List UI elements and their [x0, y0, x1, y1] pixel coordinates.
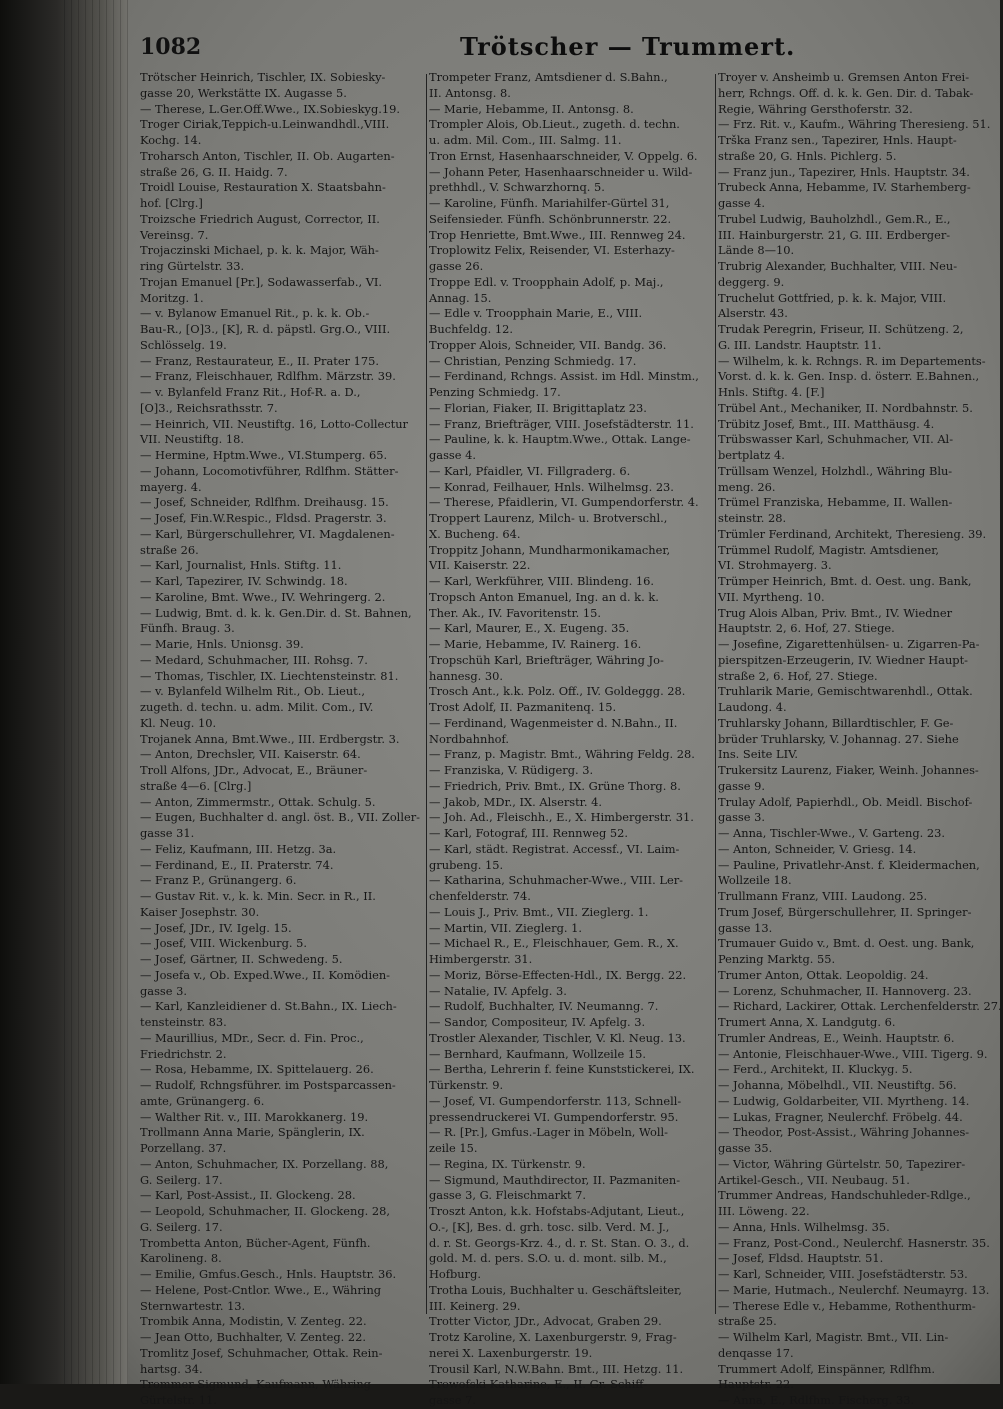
- entry-line: Ther. Ak., IV. Favoritenstr. 15.: [429, 605, 602, 620]
- entry-line: — Theodor, Post-Assist., Währing Johannes-: [718, 1125, 970, 1140]
- entry-line: Trümel Franziska, Hebamme, II. Wallen-: [718, 495, 953, 510]
- entry-line: Fünfh. Braug. 3.: [140, 621, 235, 636]
- entry-line: — v. Bylanow Emanuel Rit., p. k. k. Ob.-: [140, 306, 370, 321]
- entry-line: Trumauer Guido v., Bmt. d. Oest. ung. Bank,: [718, 936, 975, 951]
- entry-line: Trommer Sigmund, Kaufmann, Währing: [140, 1377, 371, 1392]
- entry-line: — Karl, Werkführer, VIII. Blindeng. 16.: [429, 574, 654, 588]
- entry-line: Trosch Ant., k.k. Polz. Off., IV. Goldeggg. 28.: [429, 684, 686, 699]
- entry-line: — Karl, städt. Registrat. Accessf., VI. Laim-: [429, 841, 680, 856]
- entry-line: Trukersitz Laurenz, Fiaker, Weinh. Johannes-: [718, 763, 979, 777]
- entry-line: Artikel-Gesch., VII. Neubaug. 51.: [718, 1172, 910, 1187]
- entry-line: chenfelderstr. 74.: [429, 889, 531, 903]
- entry-line: hannesg. 30.: [429, 668, 504, 683]
- entry-line: — Therese, Pfaidlerin, VI. Gumpendorferstr. 4.: [429, 495, 699, 510]
- entry-line: VI. Strohmayerg. 3.: [718, 558, 832, 573]
- entry-line: Trowofski Katharine, E., II. Gr. Schiff-: [429, 1377, 647, 1392]
- entry-line: II. Antonsg. 8.: [429, 85, 511, 100]
- entry-line: — Karl, Kanzleidiener d. St.Bahn., IX. Liech-: [140, 999, 397, 1014]
- page-number: 1082: [140, 34, 202, 60]
- entry-line: — Antonie, Fleischhauer-Wwe., VIII. Tigerg. 9.: [718, 1046, 988, 1061]
- entry-line: — Jakob, MDr., IX. Alserstr. 4.: [429, 794, 602, 809]
- entry-line: Penzing Marktg. 55.: [718, 952, 836, 966]
- entry-line: — Sigmund, Mauthdirector, II. Pazmaniten-: [429, 1172, 681, 1187]
- entry-line: — Hermine, Hptm.Wwe., VI.Stumperg. 65.: [140, 448, 388, 462]
- entry-line: gasse 31.: [140, 826, 195, 840]
- entry-line: — Franziska, V. Rüdigerg. 3.: [429, 763, 594, 777]
- entry-line: — Franz jun., Tapezirer, Hnls. Hauptstr. 34.: [718, 164, 970, 179]
- entry-line: — Eugen, Buchhalter d. angl. öst. B., VII. Zoller-: [140, 810, 420, 825]
- entry-line: — Richard, Lackirer, Ottak. Lerchenfelderstr. 27.: [718, 999, 1002, 1014]
- entry-line: — v. Bylanfeld Franz Rit., Hof-R. a. D.,: [140, 385, 361, 399]
- entry-line: hof. [Clrg.]: [140, 196, 203, 210]
- entry-line: Bau-R., [O]3., [K], R. d. päpstl. Grg.O., VIII.: [140, 322, 391, 336]
- entry-line: Penzing Schmiedg. 17.: [429, 385, 561, 399]
- entry-line: Friedrichstr. 2.: [140, 1046, 227, 1061]
- entry-line: Trubeck Anna, Hebamme, IV. Starhemberg-: [718, 180, 971, 195]
- entry-line: — Johann Peter, Hasenhaarschneider u. Wild-: [429, 164, 693, 179]
- entry-line: Trubel Ludwig, Bauholzhdl., Gem.R., E.,: [718, 211, 951, 226]
- entry-line: — Karoline, Bmt. Wwe., IV. Wehringerg. 2.: [140, 589, 386, 604]
- entry-line: gasse 35.: [718, 1141, 773, 1155]
- entry-line: Trubrig Alexander, Buchhalter, VIII. Neu-: [718, 259, 958, 273]
- entry-line: — Natalie, IV. Apfelg. 3.: [429, 983, 567, 998]
- entry-line: Trummer Andreas, Handschuhleder-Rdlge.,: [718, 1188, 971, 1203]
- entry-line: Trompler Alois, Ob.Lieut., zugeth. d. techn.: [429, 117, 680, 132]
- column-divider-2: [715, 74, 716, 1314]
- entry-line: Trompeter Franz, Amtsdiener d. S.Bahn.,: [429, 70, 668, 84]
- entry-line: gasse 9.: [718, 778, 766, 793]
- entry-line: nerei X. Laxenburgerstr. 19.: [429, 1345, 593, 1360]
- entry-line: Hofburg.: [429, 1267, 481, 1281]
- entry-line: Troizsche Friedrich August, Corrector, II.: [140, 211, 380, 226]
- entry-line: Tropsch Anton Emanuel, Ing. an d. k. k.: [429, 589, 659, 604]
- entry-line: Ins. Seite LIV.: [718, 747, 798, 762]
- entry-line: Troppert Laurenz, Milch- u. Brotverschl.,: [429, 511, 668, 525]
- column-divider-1: [426, 74, 427, 1314]
- entry-line: — Johann, Locomotivführer, Rdlfhm. Stätter-: [140, 463, 399, 478]
- entry-line: — Ludwig, Bmt. d. k. k. Gen.Dir. d. St. Bahnen,: [140, 605, 412, 620]
- entry-line: — Feliz, Kaufmann, III. Hetzg. 3a.: [140, 841, 337, 856]
- entry-line: Alserstr. 43.: [718, 306, 788, 321]
- entry-line: u. adm. Mil. Com., III. Salmg. 11.: [429, 133, 622, 147]
- entry-line: — Franz, Briefträger, VIII. Josefstädterstr. 11.: [429, 416, 694, 431]
- entry-line: Trullmann Franz, VIII. Laudong. 25.: [718, 889, 928, 903]
- entry-line: — Emilie, Gmfus.Gesch., Hnls. Hauptstr. 36.: [140, 1267, 397, 1281]
- entry-line: III. Löweng. 22.: [718, 1204, 810, 1218]
- entry-line: herr, Rchngs. Off. d. k. k. Gen. Dir. d. Tabak-: [718, 85, 974, 100]
- column-1: [140, 70, 425, 1407]
- entry-line: gasse 13.: [718, 920, 773, 935]
- entry-line: steinstr. 28.: [718, 511, 787, 525]
- entry-line: — Ferdinand, Rchngs. Assist. im Hdl. Minstm.,: [429, 369, 699, 384]
- entry-line: — Friedrich, Priv. Bmt., IX. Grüne Thorg. 8.: [429, 778, 681, 793]
- entry-line: gasse 4.: [429, 448, 477, 462]
- entry-line: Trümmel Rudolf, Magistr. Amtsdiener,: [718, 542, 940, 557]
- entry-line: Trudak Peregrin, Friseur, II. Schützeng. 2,: [718, 322, 964, 336]
- entry-line: gasse 7.: [429, 1393, 477, 1407]
- entry-line: hartsg. 34.: [140, 1361, 203, 1376]
- entry-line: straße 26.: [140, 542, 199, 557]
- entry-line: prethhdl., V. Schwarzhornq. 5.: [429, 180, 605, 195]
- entry-line: — Ferdinand, E., II. Praterstr. 74.: [140, 857, 334, 872]
- entry-line: — Karl, Tapezirer, IV. Schwindg. 18.: [140, 574, 348, 588]
- entry-line: Laudong. 4.: [718, 700, 787, 714]
- entry-line: Troger Ciriak,Teppich-u.Leinwandhdl.,VIII.: [140, 117, 390, 132]
- entry-line: Troidl Louise, Restauration X. Staatsbahn-: [140, 180, 386, 195]
- entry-line: Truhlarik Marie, Gemischtwarenhdl., Ottak.: [718, 684, 973, 699]
- entry-line: gasse 4.: [718, 196, 766, 210]
- entry-line: — Rudolf, Rchngsführer. im Postsparcassen-: [140, 1078, 396, 1092]
- entry-line: pierspitzen-Erzeugerin, IV. Wiedner Haupt-: [718, 652, 969, 667]
- entry-line: straße 20, G. Hnls. Pichlerg. 5.: [718, 148, 897, 163]
- entry-line: — Michael R., E., Fleischhauer, Gem. R., X.: [429, 936, 679, 951]
- entry-line: Kochg. 14.: [140, 133, 202, 147]
- entry-line: Tromlitz Josef, Schuhmacher, Ottak. Rein-: [140, 1345, 383, 1360]
- entry-line: VII. Neustiftg. 18.: [140, 432, 245, 447]
- entry-line: — Wilhelm Karl, Magistr. Bmt., VII. Lin-: [718, 1330, 949, 1344]
- entry-line: — Florian, Fiaker, II. Brigittaplatz 23.: [429, 400, 647, 415]
- entry-line: tensteinstr. 83.: [140, 1015, 227, 1029]
- entry-line: Trötscher Heinrich, Tischler, IX. Sobiesky-: [140, 70, 386, 84]
- entry-line: Seifensieder. Fünfh. Schönbrunnerstr. 22.: [429, 211, 672, 226]
- page-header: [140, 30, 980, 70]
- entry-line: zeile 15.: [429, 1141, 478, 1155]
- entry-line: — Anna, Hnls. Wilhelmsg. 35.: [718, 1219, 890, 1234]
- entry-line: Trumer Anton, Ottak. Leopoldig. 24.: [718, 967, 929, 982]
- entry-line: Trummert Adolf, Einspänner, Rdlfhm.: [718, 1361, 935, 1376]
- entry-line: gasse 26.: [429, 259, 484, 273]
- entry-line: — Thomas, Tischler, IX. Liechtensteinstr. 81.: [140, 668, 399, 683]
- entry-line: Troharsch Anton, Tischler, II. Ob. Augarten-: [140, 148, 395, 163]
- entry-line: — Walther Rit. v., III. Marokkanerg. 19.: [140, 1109, 369, 1124]
- entry-line: straße 4—6. [Clrg.]: [140, 778, 252, 793]
- entry-line: Troyer v. Ansheimb u. Gremsen Anton Frei-: [718, 70, 970, 84]
- entry-line: gasse 3, G. Fleischmarkt 7.: [429, 1188, 587, 1203]
- entry-line: Trombetta Anton, Bücher-Agent, Fünfh.: [140, 1235, 371, 1250]
- entry-line: pressendruckerei VI. Gumpendorferstr. 95.: [429, 1109, 679, 1124]
- entry-line: — Anna, E., Rdlfhm. Fischerg. 33.: [718, 1393, 915, 1407]
- entry-line: straße 25.: [718, 1314, 777, 1329]
- entry-line: Trüllsam Wenzel, Holzhdl., Währing Blu-: [718, 463, 953, 478]
- entry-line: — Moriz, Börse-Effecten-Hdl., IX. Bergg. 22.: [429, 967, 687, 982]
- entry-line: Trümper Heinrich, Bmt. d. Oest. ung. Bank,: [718, 574, 972, 588]
- entry-line: bertplatz 4.: [718, 448, 785, 462]
- entry-line: — Marie, Hebamme, IV. Rainerg. 16.: [429, 637, 642, 651]
- entry-line: — Anton, Drechsler, VII. Kaiserstr. 64.: [140, 747, 361, 762]
- entry-line: Regie, Währing Gersthoferstr. 32.: [718, 101, 913, 116]
- page-edges: [58, 0, 128, 1384]
- entry-line: Troppe Edl. v. Troopphain Adolf, p. Maj.,: [429, 274, 664, 289]
- entry-line: denqasse 17.: [718, 1345, 794, 1360]
- entry-line: Trotha Louis, Buchhalter u. Geschäftsleiter,: [429, 1282, 682, 1297]
- entry-line: Trübswasser Karl, Schuhmacher, VII. Al-: [718, 432, 954, 447]
- entry-line: Trška Franz sen., Tapezirer, Hnls. Haupt-: [718, 133, 957, 147]
- entry-line: — Anton, Schneider, V. Griesg. 14.: [718, 841, 917, 856]
- entry-line: Wollzeile 18.: [718, 873, 792, 888]
- entry-line: — R. [Pr.], Gmfus.-Lager in Möbeln, Woll-: [429, 1125, 668, 1140]
- entry-line: — Therese, L.Ger.Off.Wwe., IX.Sobieskyg.19.: [140, 101, 401, 116]
- entry-line: — Victor, Währing Gürtelstr. 50, Tapezirer-: [718, 1156, 966, 1171]
- entry-line: — Rudolf, Buchhalter, IV. Neumanng. 7.: [429, 999, 659, 1014]
- entry-line: — Wilhelm, k. k. Rchngs. R. im Departements-: [718, 353, 986, 368]
- entry-line: Nordbahnhof.: [429, 731, 509, 746]
- entry-line: Trojanek Anna, Bmt.Wwe., III. Erdbergstr. 3.: [140, 731, 400, 746]
- entry-line: Truhlarsky Johann, Billardtischler, F. Ge-: [718, 715, 954, 730]
- entry-line: deggerg. 9.: [718, 274, 785, 289]
- entry-line: Trousil Karl, N.W.Bahn. Bmt., III. Hetzg. 11.: [429, 1361, 684, 1376]
- entry-line: — Pauline, Privatlehr-Anst. f. Kleidermachen,: [718, 857, 980, 872]
- entry-line: — Jean Otto, Buchhalter, V. Zenteg. 22.: [140, 1330, 367, 1344]
- entry-line: Trulay Adolf, Papierhdl., Ob. Meidl. Bischof-: [718, 794, 973, 809]
- entry-line: gasse 3.: [140, 983, 188, 998]
- entry-line: — Karl, Maurer, E., X. Eugeng. 35.: [429, 621, 630, 636]
- entry-line: X. Bucheng. 64.: [429, 526, 521, 541]
- entry-line: — Marie, Hutmach., Neulerchf. Neumayrg. 13.: [718, 1282, 990, 1297]
- entry-line: Trumert Anna, X. Landgutg. 6.: [718, 1015, 896, 1029]
- entry-line: G. Seilerg. 17.: [140, 1172, 223, 1187]
- entry-line: Vorst. d. k. k. Gen. Insp. d. österr. E.Bahnen.,: [718, 369, 980, 384]
- entry-line: straße 26, G. II. Haidg. 7.: [140, 164, 288, 179]
- entry-line: — Karl, Journalist, Hnls. Stiftg. 11.: [140, 558, 342, 573]
- entry-line: — Franz, Restaurateur, E., II. Prater 175.: [140, 353, 379, 368]
- entry-line: — Martin, VII. Zieglerg. 1.: [429, 920, 582, 935]
- entry-line: Trotz Karoline, X. Laxenburgerstr. 9, Frag-: [429, 1330, 677, 1344]
- entry-line: — Konrad, Feilhauer, Hnls. Wilhelmsg. 23.: [429, 479, 674, 494]
- entry-line: Trümler Ferdinand, Architekt, Theresieng. 39.: [718, 526, 987, 541]
- entry-line: Türkenstr. 9.: [429, 1078, 504, 1092]
- entry-line: Trostler Alexander, Tischler, V. Kl. Neug. 13.: [429, 1030, 686, 1045]
- entry-line: G. III. Landstr. Hauptstr. 11.: [718, 337, 882, 352]
- entry-line: Trojan Emanuel [Pr.], Sodawasserfab., VI.: [140, 274, 383, 289]
- entry-line: amte, Grünangerg. 6.: [140, 1093, 265, 1108]
- entry-line: Buchfeldg. 12.: [429, 322, 513, 336]
- entry-line: — Karl, Post-Assist., II. Glockeng. 28.: [140, 1188, 356, 1203]
- entry-line: — Ferdinand, Wagenmeister d. N.Bahn., II.: [429, 715, 678, 730]
- entry-line: Kaiser Josephstr. 30.: [140, 904, 260, 919]
- entry-line: Kl. Neug. 10.: [140, 715, 217, 730]
- entry-line: — Josef, JDr., IV. Igelg. 15.: [140, 920, 292, 935]
- entry-line: — Josefine, Zigarettenhülsen- u. Zigarren-Pa-: [718, 637, 980, 651]
- entry-line: — Christian, Penzing Schmiedg. 17.: [429, 353, 637, 368]
- entry-line: — Sandor, Compositeur, IV. Apfelg. 3.: [429, 1015, 646, 1029]
- entry-line: Himbergerstr. 31.: [429, 952, 533, 966]
- entry-line: — Joh. Ad., Fleischh., E., X. Himbergerstr. 31.: [429, 810, 694, 825]
- entry-line: — Franz, Fleischhauer, Rdlfhm. Märzstr. 39.: [140, 369, 396, 384]
- entry-line: grubeng. 15.: [429, 857, 504, 872]
- directory-columns: [140, 70, 1002, 1407]
- entry-line: — Bernhard, Kaufmann, Wollzeile 15.: [429, 1046, 646, 1061]
- entry-line: G. Seilerg. 17.: [140, 1219, 223, 1234]
- entry-line: — Josefa v., Ob. Exped.Wwe., II. Komödien-: [140, 967, 391, 982]
- entry-line: — Josef, VI. Gumpendorferstr. 113, Schnell-: [429, 1093, 682, 1108]
- entry-line: Moritzg. 1.: [140, 290, 204, 305]
- entry-line: — Josef, Schneider, Rdlfhm. Dreihausg. 15.: [140, 495, 389, 510]
- entry-line: Karolineng. 8.: [140, 1251, 222, 1266]
- entry-line: Sternwartestr. 13.: [140, 1298, 246, 1313]
- entry-line: Trollmann Anna Marie, Spänglerin, IX.: [140, 1125, 365, 1140]
- entry-line: Tron Ernst, Hasenhaarschneider, V. Oppelg. 6.: [429, 148, 698, 163]
- entry-line: — Marie, Hebamme, II. Antonsg. 8.: [429, 101, 634, 116]
- entry-line: — Frz. Rit. v., Kaufm., Währing Theresieng. 51.: [718, 117, 991, 132]
- entry-line: mayerg. 4.: [140, 479, 202, 494]
- entry-line: Schlösselg. 19.: [140, 337, 227, 352]
- entry-line: Annag. 15.: [429, 290, 492, 305]
- entry-line: d. r. St. Georgs-Krz. 4., d. r. St. Stan. O. 3., d.: [429, 1235, 690, 1250]
- entry-line: Trost Adolf, II. Pazmanitenq. 15.: [429, 700, 617, 714]
- entry-line: O.-, [K], Bes. d. grh. tosc. silb. Verd. M. J.,: [429, 1219, 670, 1234]
- entry-line: Trum Josef, Bürgerschullehrer, II. Springer-: [718, 904, 972, 919]
- entry-line: gold. M. d. pers. S.O. u. d. mont. silb. M.,: [429, 1251, 667, 1266]
- entry-line: — Edle v. Troopphain Marie, E., VIII.: [429, 306, 643, 321]
- running-head: Trötscher — Trummert.: [460, 32, 796, 61]
- entry-line: — Anna, Tischler-Wwe., V. Garteng. 23.: [718, 826, 945, 840]
- entry-line: — Regina, IX. Türkenstr. 9.: [429, 1156, 586, 1171]
- entry-line: Trombik Anna, Modistin, V. Zenteg. 22.: [140, 1314, 367, 1329]
- entry-line: straße 2, 6. Hof, 27. Stiege.: [718, 668, 878, 683]
- entry-line: Trop Henriette, Bmt.Wwe., III. Rennweg 24.: [429, 227, 686, 242]
- entry-line: — Ferd., Architekt, II. Kluckyg. 5.: [718, 1062, 913, 1077]
- entry-line: — Karl, Schneider, VIII. Josefstädterstr. 53.: [718, 1267, 968, 1281]
- entry-line: Vereinsg. 7.: [140, 227, 209, 242]
- entry-line: Hnls. Stiftg. 4. [F.]: [718, 385, 825, 399]
- entry-line: gasse 3.: [718, 810, 766, 825]
- entry-line: Tropper Alois, Schneider, VII. Bandg. 36.: [429, 337, 667, 352]
- entry-line: — Anton, Zimmermstr., Ottak. Schulg. 5.: [140, 794, 376, 809]
- entry-line: — Franz P., Grünangerg. 6.: [140, 873, 297, 888]
- entry-line: — Heinrich, VII. Neustiftg. 16, Lotto-Collectur: [140, 416, 408, 431]
- entry-line: — Karl, Bürgerschullehrer, VI. Magdalenen-: [140, 526, 395, 541]
- entry-line: Troppitz Johann, Mundharmonikamacher,: [429, 542, 671, 557]
- entry-line: — Pauline, k. k. Hauptm.Wwe., Ottak. Lange-: [429, 432, 691, 447]
- entry-line: — Ludwig, Goldarbeiter, VII. Myrtheng. 14.: [718, 1093, 970, 1108]
- entry-line: [O]3., Reichsrathsstr. 7.: [140, 400, 278, 415]
- entry-line: — Franz, Post-Cond., Neulerchf. Hasnerstr. 35.: [718, 1235, 990, 1250]
- entry-line: — Marie, Hnls. Unionsg. 39.: [140, 637, 304, 651]
- entry-line: Troplowitz Felix, Reisender, VI. Esterhazy-: [429, 243, 675, 258]
- entry-line: Troszt Anton, k.k. Hofstabs-Adjutant, Lieut.,: [429, 1204, 685, 1218]
- entry-line: — Anton, Schuhmacher, IX. Porzellang. 88,: [140, 1156, 389, 1171]
- entry-line: VII. Kaiserstr. 22.: [429, 558, 531, 573]
- entry-line: — Lorenz, Schuhmacher, II. Hannoverg. 23.: [718, 983, 972, 998]
- entry-line: meng. 26.: [718, 479, 776, 494]
- entry-line: Trug Alois Alban, Priv. Bmt., IV. Wiedner: [718, 605, 953, 620]
- entry-line: — Karl, Fotograf, III. Rennweg 52.: [429, 826, 629, 840]
- entry-line: — Louis J., Priv. Bmt., VII. Zieglerg. 1.: [429, 904, 649, 919]
- entry-line: — Josef, Fin.W.Respic., Fldsd. Pragerstr. 3.: [140, 511, 387, 525]
- entry-line: — Lukas, Fragner, Neulerchf. Fröbelg. 44.: [718, 1109, 963, 1124]
- entry-line: — Karoline, Fünfh. Mariahilfer-Gürtel 31,: [429, 196, 670, 210]
- entry-line: Trübel Ant., Mechaniker, II. Nordbahnstr. 5.: [718, 400, 973, 415]
- entry-line: Tropschüh Karl, Briefträger, Währing Jo-: [429, 652, 664, 667]
- entry-line: — Rosa, Hebamme, IX. Spittelauerg. 26.: [140, 1062, 374, 1077]
- entry-line: III. Hainburgerstr. 21, G. III. Erdberger-: [718, 227, 951, 242]
- entry-line: Porzellang. 37.: [140, 1141, 227, 1155]
- entry-line: Trübitz Josef, Bmt., III. Matthäusg. 4.: [718, 416, 935, 431]
- entry-line: — Josef, Gärtner, II. Schwedeng. 5.: [140, 952, 343, 966]
- entry-line: VII. Myrtheng. 10.: [718, 589, 825, 604]
- entry-line: — Johanna, Möbelhdl., VII. Neustiftg. 56.: [718, 1078, 957, 1092]
- entry-line: Lände 8—10.: [718, 243, 795, 258]
- column-2: [429, 70, 714, 1407]
- entry-line: ring Gürtelstr. 33.: [140, 259, 245, 273]
- entry-line: brüder Truhlarsky, V. Johannag. 27. Siehe: [718, 731, 959, 746]
- entry-line: Hauptstr. 2, 6. Hof, 27. Stiege.: [718, 621, 895, 636]
- entry-line: — Franz, p. Magistr. Bmt., Währing Feldg. 28.: [429, 747, 695, 762]
- entry-line: III. Keinerg. 29.: [429, 1298, 521, 1313]
- column-3: [718, 70, 1003, 1407]
- entry-line: — Bertha, Lehrerin f. feine Kunststickerei, IX.: [429, 1062, 695, 1077]
- entry-line: — Therese Edle v., Hebamme, Rothenthurm-: [718, 1298, 976, 1313]
- entry-line: Hauptstr. 22.: [718, 1377, 794, 1392]
- entry-line: gasse 20, Werkstätte IX. Augasse 5.: [140, 85, 347, 100]
- entry-line: Troll Alfons, JDr., Advocat, E., Bräuner-: [140, 763, 368, 777]
- entry-line: Truchelut Gottfried, p. k. k. Major, VIII.: [718, 290, 947, 305]
- entry-line: — Josef, VIII. Wickenburg. 5.: [140, 936, 308, 951]
- entry-line: — v. Bylanfeld Wilhelm Rit., Ob. Lieut.,: [140, 684, 365, 699]
- entry-line: — Karl, Pfaidler, VI. Fillgraderg. 6.: [429, 463, 631, 478]
- entry-line: Trojaczinski Michael, p. k. k. Major, Wäh-: [140, 243, 379, 258]
- entry-line: — Leopold, Schuhmacher, II. Glockeng. 28,: [140, 1204, 391, 1218]
- entry-line: Gürtelstr. 11.: [140, 1393, 217, 1407]
- entry-line: — Katharina, Schuhmacher-Wwe., VIII. Ler-: [429, 873, 684, 888]
- entry-line: — Helene, Post-Cntlor. Wwe., E., Währing: [140, 1282, 382, 1297]
- entry-line: Trumler Andreas, E., Weinh. Hauptstr. 6.: [718, 1030, 955, 1045]
- entry-line: zugeth. d. techn. u. adm. Milit. Com., IV.: [140, 700, 374, 714]
- entry-line: — Josef, Fldsd. Hauptstr. 51.: [718, 1251, 884, 1266]
- entry-line: — Medard, Schuhmacher, III. Rohsg. 7.: [140, 652, 368, 667]
- entry-line: — Maurillius, MDr., Secr. d. Fin. Proc.,: [140, 1030, 364, 1045]
- entry-line: — Gustav Rit. v., k. k. Min. Secr. in R., II.: [140, 889, 376, 903]
- entry-line: Trotter Victor, JDr., Advocat, Graben 29.: [429, 1314, 662, 1329]
